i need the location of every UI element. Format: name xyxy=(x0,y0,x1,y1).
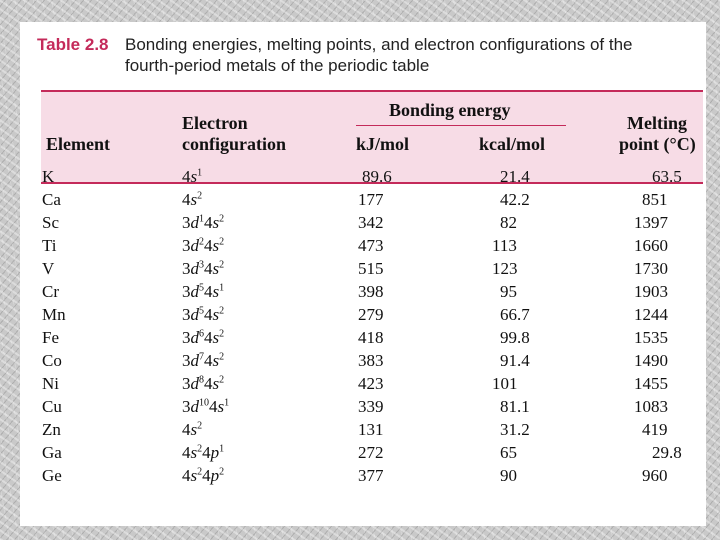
electron-count: 1 xyxy=(219,443,225,455)
table-row xyxy=(20,349,706,372)
cell-element: K xyxy=(42,167,55,186)
cell-element: Sc xyxy=(42,213,59,232)
table-row xyxy=(20,188,706,211)
cell-config xyxy=(182,395,229,418)
cell-melting-point: 1083 xyxy=(634,397,668,416)
orbital-letter: s xyxy=(212,282,220,301)
cell-kj: 131 xyxy=(358,420,384,439)
orbital-letter: s xyxy=(217,397,225,416)
orbital-letter: d xyxy=(190,236,199,255)
electron-count: 2 xyxy=(197,443,203,455)
orbital-shell: 4 xyxy=(204,213,213,232)
electron-count: 2 xyxy=(197,190,203,202)
table-row xyxy=(20,372,706,395)
orbital-shell: 4 xyxy=(204,282,213,301)
table-number: Table 2.8 xyxy=(37,35,109,54)
cell-kj: 339 xyxy=(358,397,384,416)
orbital-shell: 4 xyxy=(182,420,191,439)
cell-kcal: 90 xyxy=(500,466,517,485)
cell-melting-point: 1903 xyxy=(634,282,668,301)
electron-count: 2 xyxy=(197,466,203,478)
orbital-letter: d xyxy=(190,374,199,393)
cell-element: Ga xyxy=(42,443,62,462)
cell-kj: 398 xyxy=(358,282,384,301)
orbital-letter: s xyxy=(190,190,198,209)
cell-kcal: 91.4 xyxy=(500,351,530,370)
cell-config xyxy=(182,280,224,303)
orbital-shell: 3 xyxy=(182,397,191,416)
cell-element: V xyxy=(42,259,55,278)
table-row xyxy=(20,441,706,464)
orbital-letter: s xyxy=(190,420,198,439)
orbital-letter: s xyxy=(212,351,220,370)
orbital-letter: d xyxy=(190,351,199,370)
cell-config xyxy=(182,188,202,211)
cell-element: Ni xyxy=(42,374,59,393)
cell-element: Ge xyxy=(42,466,62,485)
cell-kj: 279 xyxy=(358,305,384,324)
orbital-letter: s xyxy=(212,259,220,278)
electron-count: 2 xyxy=(219,305,225,317)
electron-count: 3 xyxy=(199,259,204,271)
table-row xyxy=(20,211,706,234)
orbital-shell: 4 xyxy=(182,443,191,462)
cell-config xyxy=(182,257,224,280)
cell-kcal: 65 xyxy=(500,443,517,462)
cell-element: Ti xyxy=(42,236,57,255)
cell-melting-point: 1535 xyxy=(634,328,668,347)
orbital-shell: 3 xyxy=(182,328,191,347)
cell-kcal: 81.1 xyxy=(500,397,530,416)
cell-kj: 272 xyxy=(358,443,384,462)
cell-melting-point: 419 xyxy=(642,420,668,439)
cell-config xyxy=(182,372,224,395)
orbital-shell: 4 xyxy=(202,466,211,485)
cell-element: Zn xyxy=(42,420,61,439)
electron-count: 8 xyxy=(199,374,204,386)
orbital-letter: d xyxy=(190,259,199,278)
orbital-letter: d xyxy=(190,328,199,347)
orbital-letter: d xyxy=(190,282,199,301)
cell-element: Fe xyxy=(42,328,59,347)
orbital-shell: 4 xyxy=(204,374,213,393)
cell-config xyxy=(182,464,224,487)
cell-kcal: 66.7 xyxy=(500,305,530,324)
cell-kj: 342 xyxy=(358,213,384,232)
orbital-letter: d xyxy=(190,305,199,324)
electron-count: 5 xyxy=(199,305,204,317)
cell-kj: 177 xyxy=(358,190,384,209)
cell-kcal: 95 xyxy=(500,282,517,301)
table-row xyxy=(20,464,706,487)
cell-config xyxy=(182,326,224,349)
orbital-shell: 3 xyxy=(182,213,191,232)
cell-kcal: 101 xyxy=(492,374,518,393)
cell-melting-point: 1397 xyxy=(634,213,668,232)
cell-melting-point: 1490 xyxy=(634,351,668,370)
table-row xyxy=(20,418,706,441)
orbital-shell: 3 xyxy=(182,351,191,370)
cell-kcal: 21.4 xyxy=(500,167,530,186)
electron-count: 2 xyxy=(219,466,225,478)
electron-count: 2 xyxy=(199,236,204,248)
table-row xyxy=(20,280,706,303)
electron-count: 2 xyxy=(219,328,225,340)
header-config-line1: Electron xyxy=(182,113,248,133)
table-row xyxy=(20,165,706,188)
cell-element: Ca xyxy=(42,190,61,209)
header-melting-line1: Melting xyxy=(627,113,687,133)
orbital-letter: s xyxy=(190,443,198,462)
table-row xyxy=(20,395,706,418)
header-config-line2: configuration xyxy=(182,134,287,154)
orbital-shell: 3 xyxy=(182,236,191,255)
electron-count: 1 xyxy=(197,167,203,179)
orbital-letter: p xyxy=(210,466,220,485)
cell-config xyxy=(182,303,224,326)
cell-melting-point: 851 xyxy=(642,190,668,209)
electron-count: 2 xyxy=(219,236,225,248)
cell-melting-point: 960 xyxy=(642,466,668,485)
electron-count: 2 xyxy=(219,259,225,271)
header-kj: kJ/mol xyxy=(356,134,410,154)
cell-element: Mn xyxy=(42,305,66,324)
orbital-letter: p xyxy=(210,443,220,462)
table-caption xyxy=(37,34,677,76)
cell-kj: 423 xyxy=(358,374,384,393)
orbital-letter: s xyxy=(212,236,220,255)
orbital-shell: 4 xyxy=(204,236,213,255)
orbital-letter: s xyxy=(212,213,220,232)
cell-kj: 89.6 xyxy=(362,167,392,186)
cell-melting-point: 63.5 xyxy=(652,167,682,186)
cell-kj: 473 xyxy=(358,236,384,255)
electron-count: 10 xyxy=(199,397,209,409)
cell-element: Co xyxy=(42,351,62,370)
cell-kcal: 123 xyxy=(492,259,518,278)
electron-count: 2 xyxy=(219,374,225,386)
electron-count: 5 xyxy=(199,282,204,294)
orbital-letter: d xyxy=(190,213,199,232)
bonding-energy-rule xyxy=(356,125,566,126)
cell-config xyxy=(182,349,224,372)
cell-config xyxy=(182,211,224,234)
cell-kj: 418 xyxy=(358,328,384,347)
table-row xyxy=(20,234,706,257)
cell-kcal: 42.2 xyxy=(500,190,530,209)
table-row xyxy=(20,303,706,326)
header-kcal: kcal/mol xyxy=(479,134,545,154)
orbital-letter: s xyxy=(212,305,220,324)
cell-kj: 377 xyxy=(358,466,384,485)
orbital-shell: 3 xyxy=(182,305,191,324)
orbital-shell: 3 xyxy=(182,282,191,301)
slide-panel xyxy=(20,22,706,526)
orbital-letter: d xyxy=(190,397,199,416)
orbital-shell: 4 xyxy=(182,190,191,209)
cell-kj: 383 xyxy=(358,351,384,370)
orbital-shell: 4 xyxy=(182,167,191,186)
orbital-shell: 4 xyxy=(204,328,213,347)
cell-kcal: 82 xyxy=(500,213,517,232)
electron-count: 2 xyxy=(197,420,203,432)
orbital-shell: 4 xyxy=(202,443,211,462)
cell-element: Cr xyxy=(42,282,59,301)
orbital-letter: s xyxy=(190,167,198,186)
electron-count: 2 xyxy=(219,213,225,225)
orbital-shell: 4 xyxy=(204,351,213,370)
table-row xyxy=(20,257,706,280)
cell-config xyxy=(182,441,224,464)
table-row xyxy=(20,326,706,349)
electron-count: 1 xyxy=(219,282,225,294)
cell-kj: 515 xyxy=(358,259,384,278)
cell-kcal: 113 xyxy=(492,236,517,255)
cell-melting-point: 1244 xyxy=(634,305,668,324)
cell-melting-point: 29.8 xyxy=(652,443,682,462)
header-element: Element xyxy=(46,134,110,154)
cell-kcal: 99.8 xyxy=(500,328,530,347)
cell-config xyxy=(182,165,202,188)
cell-element: Cu xyxy=(42,397,62,416)
caption-text: Bonding energies, melting points, and electron configurations of the fourth-period metals of the periodic table xyxy=(125,35,633,75)
orbital-letter: s xyxy=(190,466,198,485)
orbital-shell: 4 xyxy=(204,305,213,324)
orbital-shell: 4 xyxy=(204,259,213,278)
cell-kcal: 31.2 xyxy=(500,420,530,439)
electron-count: 7 xyxy=(199,351,204,363)
electron-count: 2 xyxy=(219,351,225,363)
orbital-letter: s xyxy=(212,328,220,347)
header-bonding-energy: Bonding energy xyxy=(389,100,511,120)
orbital-letter: s xyxy=(212,374,220,393)
orbital-shell: 3 xyxy=(182,259,191,278)
electron-count: 1 xyxy=(199,213,204,225)
header-melting-line2: point (°C) xyxy=(619,134,696,154)
orbital-shell: 4 xyxy=(209,397,218,416)
electron-count: 1 xyxy=(224,397,230,409)
cell-config xyxy=(182,234,224,257)
cell-melting-point: 1730 xyxy=(634,259,668,278)
cell-melting-point: 1455 xyxy=(634,374,668,393)
cell-config xyxy=(182,418,202,441)
electron-count: 6 xyxy=(199,328,204,340)
orbital-shell: 4 xyxy=(182,466,191,485)
orbital-shell: 3 xyxy=(182,374,191,393)
cell-melting-point: 1660 xyxy=(634,236,668,255)
